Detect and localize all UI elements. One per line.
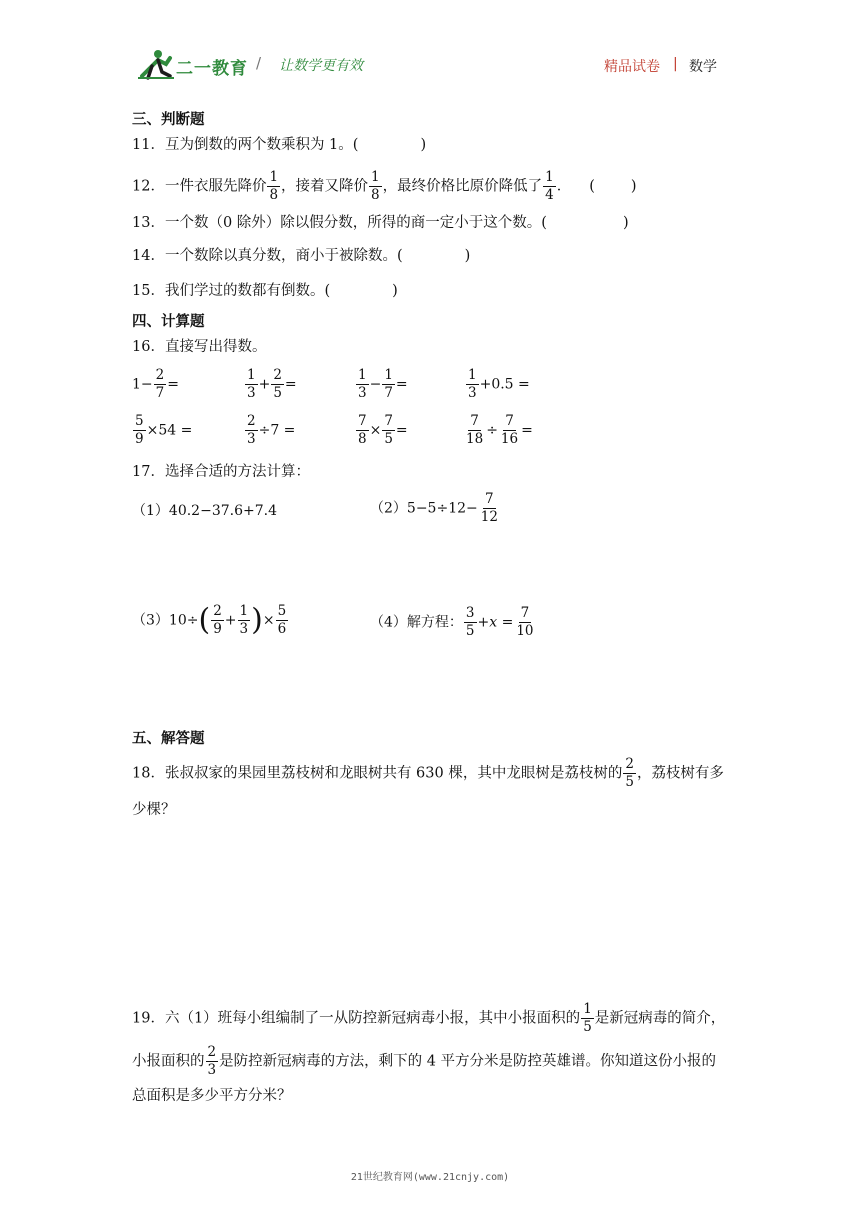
question-12-part-c: ，最终价格比原价降低了 [382, 178, 543, 195]
calc-operator: + [224, 612, 237, 629]
question-11 [132, 135, 426, 155]
fraction-denominator: 8 [371, 187, 380, 203]
calc-item [465, 368, 530, 401]
problem-1 [132, 500, 277, 520]
question-14 [132, 246, 470, 266]
fraction [382, 414, 395, 447]
brand-logo [136, 48, 371, 82]
question-15 [132, 281, 398, 301]
fraction-denominator: 3 [239, 621, 249, 637]
fraction-denominator: 4 [545, 187, 554, 203]
question-13-close: ) [622, 215, 629, 231]
fraction [211, 604, 224, 637]
fraction [206, 1045, 219, 1078]
question-18-part-b: ，荔枝树有多 [636, 765, 724, 782]
question-14-text: 14．一个数除以真分数，商小于被除数。( [132, 248, 403, 264]
fraction [581, 1002, 594, 1035]
calc-item [132, 414, 192, 447]
question-16: 16．直接写出得数。 [132, 339, 267, 355]
fraction-numerator: 1 [371, 169, 380, 185]
problem-2 [370, 492, 501, 525]
fraction-numerator: 3 [465, 605, 475, 621]
calc-operator: − [369, 376, 382, 393]
problem-label: （1） [132, 503, 169, 519]
fraction [514, 606, 535, 639]
fraction-denominator: 16 [500, 431, 519, 447]
brand-name: 二一教育 [176, 59, 248, 79]
section-title-answer: 五、解答题 [132, 731, 205, 747]
question-12-part-a: 12．一件衣服先降价 [132, 178, 267, 195]
fraction-denominator: 9 [213, 621, 222, 637]
problem-label: （4）解方程： [370, 614, 463, 631]
fraction-denominator: 6 [277, 621, 287, 637]
fraction-denominator: 3 [247, 385, 256, 401]
problem-label: （2） [370, 500, 407, 517]
fraction [382, 368, 395, 401]
fraction-denominator: 8 [269, 187, 279, 203]
fraction-numerator: 7 [358, 413, 367, 429]
fraction [356, 368, 369, 401]
fraction-numerator: 2 [273, 367, 282, 383]
problem-expression: +x = [477, 614, 514, 631]
calc-text: = [284, 376, 297, 393]
fraction [154, 368, 167, 401]
fraction [466, 368, 479, 401]
fraction-numerator: 7 [470, 413, 479, 429]
fraction [479, 492, 500, 525]
question-17: 17．选择合适的方法计算： [132, 464, 310, 480]
fraction-denominator: 3 [468, 385, 477, 401]
question-19-line-2 [132, 1045, 716, 1078]
question-13 [132, 213, 629, 233]
fraction-denominator: 18 [466, 431, 484, 447]
fraction [245, 414, 258, 447]
question-15-close: ) [392, 283, 398, 299]
left-paren: ( [198, 602, 211, 638]
problem-4 [370, 606, 537, 639]
fraction [133, 414, 146, 447]
calc-operator: × [262, 612, 275, 629]
fraction-numerator: 5 [277, 603, 287, 619]
question-12-open: ( [589, 178, 595, 195]
question-13-text: 13．一个数（0 除外）除以假分数，所得的商一定小于这个数。( [132, 215, 547, 231]
question-19-part-d: 是防控新冠病毒的方法，剩下的 4 平方分米是防控英雄谱。你知道这份小报的 [219, 1053, 717, 1070]
problem-expression: 10÷ [168, 612, 199, 629]
fraction-numerator: 1 [583, 1001, 592, 1017]
fraction-numerator: 2 [625, 756, 634, 772]
calc-item [355, 414, 408, 447]
fraction [464, 606, 477, 639]
fraction-denominator: 5 [625, 774, 634, 790]
header-slash: / [256, 54, 262, 72]
calc-text: 1− [132, 376, 153, 393]
question-14-close: ) [464, 248, 471, 264]
question-11-close: ) [420, 137, 427, 153]
fraction-denominator: 7 [155, 385, 165, 401]
fraction-numerator: 7 [505, 413, 514, 429]
fraction [623, 757, 636, 790]
fraction [369, 170, 382, 203]
fraction-numerator: 2 [247, 413, 256, 429]
fraction [276, 604, 289, 637]
calc-text: = [167, 376, 179, 393]
calc-text: +0.5 = [479, 376, 530, 393]
question-12 [132, 170, 637, 203]
fraction-denominator: 5 [384, 431, 393, 447]
problem-label: （3） [132, 612, 169, 629]
question-12-part-b: ，接着又降价 [281, 178, 369, 195]
problem-expression: 5−5÷12− [406, 500, 478, 517]
fraction [499, 414, 520, 447]
fraction [245, 368, 258, 401]
fraction [238, 604, 251, 637]
fraction [464, 414, 485, 447]
section-title-judgement: 三、判断题 [132, 112, 205, 128]
fraction-denominator: 3 [358, 385, 367, 401]
calc-text: ×54 = [146, 422, 193, 439]
question-12-period: ． [556, 178, 572, 195]
fraction-numerator: 7 [384, 413, 393, 429]
right-paren: ) [251, 602, 263, 638]
calc-item [244, 368, 297, 401]
fraction-numerator: 1 [269, 169, 279, 185]
fraction-numerator: 1 [545, 169, 554, 185]
calc-item [132, 368, 179, 401]
calc-operator: × [369, 422, 382, 439]
fraction-numerator: 1 [239, 603, 249, 619]
question-11-text: 11．互为倒数的两个数乘积为 1。( [132, 137, 359, 153]
fraction-numerator: 1 [358, 367, 367, 383]
calc-text: = [395, 376, 408, 393]
fraction-numerator: 2 [213, 603, 222, 619]
question-19 [132, 1002, 725, 1035]
fraction-numerator: 7 [485, 491, 494, 507]
problem-expression: 40.2−37.6+7.4 [168, 503, 277, 519]
question-19-line-3: 总面积是多少平方分米？ [132, 1088, 292, 1104]
calc-text: ÷7 = [258, 422, 296, 439]
fraction-denominator: 5 [273, 385, 282, 401]
fraction-denominator: 3 [207, 1062, 217, 1078]
fraction-numerator: 1 [384, 367, 393, 383]
question-19-part-a: 19．六（1）班每小组编制了一从防控新冠病毒小报，其中小报面积的 [132, 1010, 581, 1027]
subject-label: 数学 [689, 59, 717, 75]
runner-logo-icon [136, 48, 176, 82]
calc-operator: + [258, 376, 271, 393]
fraction-numerator: 7 [520, 605, 530, 621]
calc-text: = [395, 422, 408, 439]
question-18 [132, 757, 724, 790]
category-label: 精品试卷 [604, 59, 660, 75]
question-15-text: 15．我们学过的数都有倒数。( [132, 283, 331, 299]
fraction [543, 170, 556, 203]
fraction [356, 414, 369, 447]
problem-3 [132, 604, 289, 637]
fraction-denominator: 5 [583, 1019, 592, 1035]
question-19-part-c: 小报面积的 [132, 1053, 205, 1070]
fraction-numerator: 1 [468, 367, 477, 383]
brand-slogan: 让数学更有效 [279, 58, 363, 74]
question-19-part-b: 是新冠病毒的简介， [594, 1010, 726, 1027]
fraction-numerator: 5 [135, 413, 144, 429]
header-divider: | [673, 56, 678, 72]
question-12-close: ) [630, 178, 637, 195]
calc-text: = [521, 422, 533, 439]
calc-item [463, 414, 533, 447]
section-title-calculation: 四、计算题 [132, 314, 205, 330]
fraction [271, 368, 284, 401]
fraction-denominator: 9 [135, 431, 144, 447]
fraction-denominator: 8 [358, 431, 367, 447]
fraction-denominator: 12 [480, 509, 498, 525]
fraction-numerator: 2 [207, 1044, 217, 1060]
page-footer: 21世纪教育网(www.21cnjy.com) [350, 1172, 510, 1183]
fraction-denominator: 5 [465, 623, 475, 639]
calc-operator: ÷ [486, 422, 498, 439]
fraction [267, 170, 280, 203]
question-18-part-a: 18．张叔叔家的果园里荔枝树和龙眼树共有 630 棵，其中龙眼树是荔枝树的 [132, 765, 623, 782]
fraction-numerator: 2 [155, 367, 165, 383]
question-18-line-2: 少棵？ [132, 802, 176, 818]
fraction-denominator: 3 [247, 431, 256, 447]
calc-item [244, 414, 295, 447]
fraction-denominator: 7 [384, 385, 393, 401]
fraction-denominator: 10 [516, 623, 534, 639]
fraction-numerator: 1 [247, 367, 256, 383]
calc-item [355, 368, 408, 401]
